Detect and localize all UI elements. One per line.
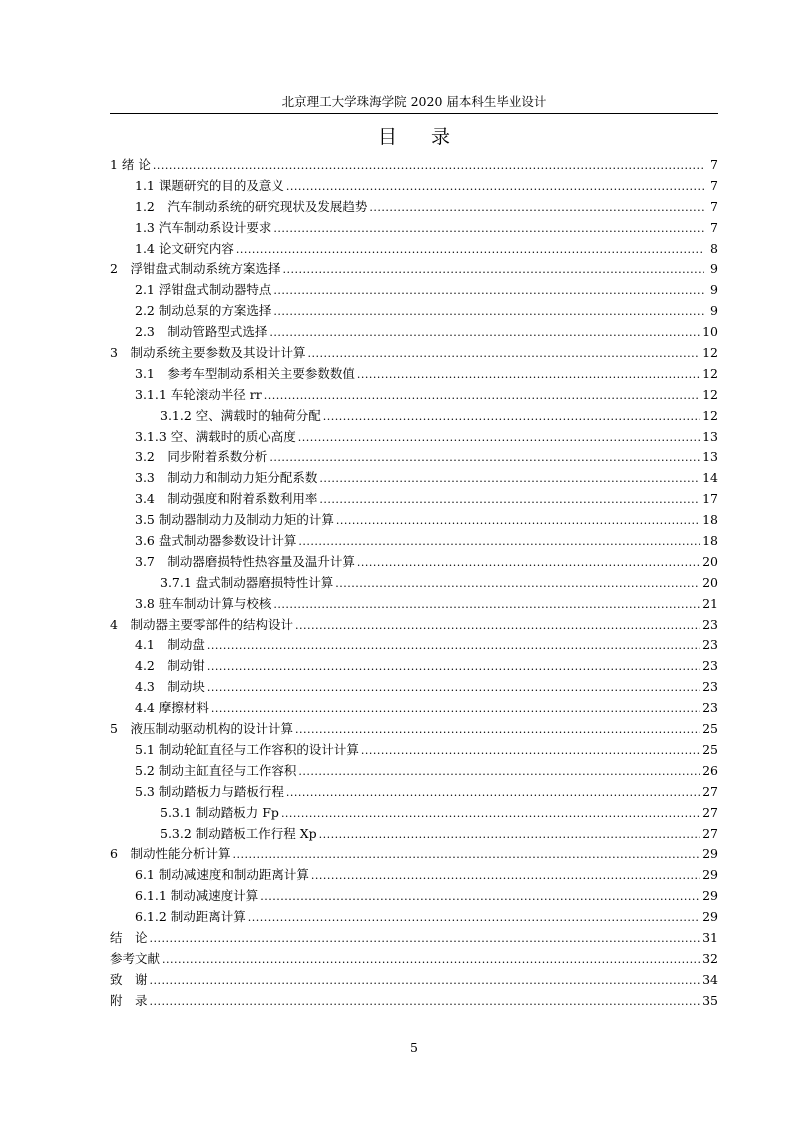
toc-leader-dots bbox=[273, 594, 700, 616]
toc-entry[interactable] bbox=[110, 991, 718, 1012]
toc-entry[interactable] bbox=[110, 594, 718, 615]
toc-entry-page: 18 bbox=[702, 533, 718, 549]
toc-entry-label: 1.4 论文研究内容 bbox=[135, 240, 234, 256]
toc-entry-label: 5.3 制动踏板力与踏板行程 bbox=[135, 783, 284, 799]
toc-entry[interactable] bbox=[110, 928, 718, 949]
toc-leader-dots bbox=[282, 259, 704, 281]
toc-leader-dots bbox=[211, 698, 700, 720]
toc-entry[interactable] bbox=[110, 510, 718, 531]
toc-entry-page: 7 bbox=[710, 157, 718, 172]
toc-entry-page: 23 bbox=[702, 700, 718, 716]
toc-entry[interactable] bbox=[110, 218, 718, 239]
toc-entry-page: 26 bbox=[702, 762, 718, 778]
toc-entry[interactable] bbox=[110, 343, 718, 364]
toc-leader-dots bbox=[286, 782, 700, 804]
toc-entry-label: 致 谢 bbox=[110, 971, 148, 987]
toc-entry-label: 5 液压制动驱动机构的设计计算 bbox=[110, 721, 293, 737]
toc-entry-page: 17 bbox=[702, 491, 718, 507]
toc-entry[interactable] bbox=[110, 886, 718, 907]
toc-entry-page: 7 bbox=[710, 198, 718, 214]
toc-leader-dots bbox=[286, 176, 704, 198]
toc-leader-dots bbox=[260, 886, 700, 908]
toc-entry-label: 5.2 制动主缸直径与工作容积 bbox=[135, 762, 297, 778]
toc-leader-dots bbox=[248, 907, 700, 929]
toc-entry-label: 2 浮钳盘式制动系统方案选择 bbox=[110, 261, 281, 277]
toc-entry-page: 12 bbox=[702, 345, 718, 361]
toc-leader-dots bbox=[369, 197, 704, 219]
toc-leader-dots bbox=[150, 970, 701, 992]
toc-entry-page: 9 bbox=[710, 303, 718, 319]
toc-leader-dots bbox=[319, 824, 700, 846]
toc-entry-label: 3.5 制动器制动力及制动力矩的计算 bbox=[135, 512, 334, 528]
toc-entry[interactable] bbox=[110, 322, 718, 343]
toc-entry-label: 3.1.2 空、满载时的轴荷分配 bbox=[160, 407, 321, 423]
toc-entry[interactable] bbox=[110, 782, 718, 803]
toc-entry[interactable] bbox=[110, 573, 718, 594]
toc-entry-page: 29 bbox=[702, 909, 718, 925]
toc-entry[interactable] bbox=[110, 844, 718, 865]
toc-leader-dots bbox=[295, 719, 700, 741]
toc-entry[interactable] bbox=[110, 176, 718, 197]
toc-entry-label: 1.2 汽车制动系统的研究现状及发展趋势 bbox=[135, 198, 368, 214]
toc-entry-page: 23 bbox=[702, 616, 718, 632]
toc-entry[interactable] bbox=[110, 364, 718, 385]
toc-entry-label: 4.4 摩擦材料 bbox=[135, 700, 209, 716]
toc-entry-label: 3.7 制动器磨损特性热容量及温升计算 bbox=[135, 553, 355, 569]
toc-entry-label: 6.1.1 制动减速度计算 bbox=[135, 888, 259, 904]
toc-entry-page: 27 bbox=[702, 804, 718, 820]
toc-leader-dots bbox=[150, 928, 701, 950]
toc-entry[interactable] bbox=[110, 259, 718, 280]
toc-entry-page: 35 bbox=[702, 992, 718, 1008]
toc-entry-label: 6.1.2 制动距离计算 bbox=[135, 909, 246, 925]
toc-entry[interactable] bbox=[110, 197, 718, 218]
toc-entry-page: 29 bbox=[702, 888, 718, 904]
toc-entry-label: 1 绪 论 bbox=[110, 157, 151, 172]
toc-entry-label: 3.7.1 盘式制动器磨损特性计算 bbox=[160, 574, 334, 590]
toc-leader-dots bbox=[298, 427, 700, 449]
toc-entry[interactable] bbox=[110, 719, 718, 740]
toc-entry-label: 4.3 制动块 bbox=[135, 679, 205, 695]
toc-entry[interactable] bbox=[110, 907, 718, 928]
toc-entry[interactable] bbox=[110, 531, 718, 552]
toc-leader-dots bbox=[295, 615, 700, 637]
toc-leader-dots bbox=[236, 239, 704, 261]
toc-leader-dots bbox=[153, 155, 704, 177]
toc-entry[interactable] bbox=[110, 468, 718, 489]
toc-leader-dots bbox=[207, 677, 700, 699]
toc-entry[interactable] bbox=[110, 970, 718, 991]
header-rule bbox=[110, 113, 718, 114]
toc-entry[interactable] bbox=[110, 865, 718, 886]
toc-entry-label: 3.3 制动力和制动力矩分配系数 bbox=[135, 470, 318, 486]
toc-entry[interactable] bbox=[110, 239, 718, 260]
toc-entry-label: 5.1 制动轮缸直径与工作容积的设计计算 bbox=[135, 741, 359, 757]
toc-leader-dots bbox=[273, 218, 704, 240]
toc-entry-page: 34 bbox=[702, 971, 718, 987]
toc-entry-page: 25 bbox=[702, 741, 718, 757]
toc-entry-page: 9 bbox=[710, 261, 718, 277]
toc-entry[interactable] bbox=[110, 447, 718, 468]
toc-entry-label: 参考文献 bbox=[110, 950, 161, 966]
toc-entry-label: 6.1 制动减速度和制动距离计算 bbox=[135, 867, 309, 883]
toc-entry-label: 3.1.3 空、满载时的质心高度 bbox=[135, 428, 296, 444]
toc-entry[interactable] bbox=[110, 615, 718, 636]
toc-entry-page: 7 bbox=[710, 219, 718, 235]
toc-leader-dots bbox=[269, 447, 700, 469]
toc-entry-page: 31 bbox=[702, 929, 718, 945]
toc-entry-page: 13 bbox=[702, 449, 718, 465]
toc-leader-dots bbox=[207, 635, 700, 657]
toc-leader-dots bbox=[361, 740, 700, 762]
toc-entry[interactable] bbox=[110, 552, 718, 573]
toc-entry-label: 3.2 同步附着系数分析 bbox=[135, 449, 268, 465]
page-number: 5 bbox=[410, 1040, 418, 1055]
toc-entry[interactable] bbox=[110, 635, 718, 656]
toc-entry[interactable] bbox=[110, 677, 718, 698]
toc-leader-dots bbox=[207, 656, 700, 678]
toc-entry-label: 3 制动系统主要参数及其设计计算 bbox=[110, 345, 306, 361]
toc-entry-page: 9 bbox=[710, 282, 718, 298]
toc-entry-label: 6 制动性能分析计算 bbox=[110, 846, 231, 862]
toc-entry-page: 7 bbox=[710, 177, 718, 193]
toc-leader-dots bbox=[264, 385, 700, 407]
toc-entry[interactable] bbox=[110, 803, 718, 824]
toc-leader-dots bbox=[281, 803, 700, 825]
toc-leader-dots bbox=[298, 531, 700, 553]
toc-entry-page: 12 bbox=[702, 365, 718, 381]
toc-leader-dots bbox=[298, 761, 700, 783]
toc-leader-dots bbox=[319, 489, 700, 511]
toc-entry-label: 3.4 制动强度和附着系数利用率 bbox=[135, 491, 318, 507]
page-title: 目 录 bbox=[377, 126, 465, 148]
toc-entry-page: 23 bbox=[702, 637, 718, 653]
toc-leader-dots bbox=[319, 468, 700, 490]
toc-entry-label: 3.1 参考车型制动系相关主要参数数值 bbox=[135, 365, 355, 381]
toc-entry-page: 20 bbox=[702, 574, 718, 590]
toc-leader-dots bbox=[336, 510, 700, 532]
toc-entry[interactable] bbox=[110, 280, 718, 301]
toc-entry-label: 2.3 制动管路型式选择 bbox=[135, 324, 268, 340]
toc-entry-label: 1.3 汽车制动系设计要求 bbox=[135, 219, 272, 235]
toc-entry-label: 5.3.1 制动踏板力 Fp bbox=[160, 804, 279, 820]
toc-entry[interactable] bbox=[110, 406, 718, 427]
toc-entry[interactable] bbox=[110, 155, 718, 176]
toc-leader-dots bbox=[357, 364, 700, 386]
toc-leader-dots bbox=[357, 552, 700, 574]
toc-entry-page: 14 bbox=[702, 470, 718, 486]
toc-entry-page: 20 bbox=[702, 553, 718, 569]
toc-leader-dots bbox=[307, 343, 700, 365]
toc-entry[interactable] bbox=[110, 824, 718, 845]
toc-entry-label: 5.3.2 制动踏板工作行程 Xp bbox=[160, 825, 317, 841]
toc-entry-label: 3.8 驻车制动计算与校核 bbox=[135, 595, 272, 611]
running-header: 北京理工大学珠海学院 2020 届本科生毕业设计 bbox=[281, 94, 547, 109]
toc-leader-dots bbox=[232, 844, 700, 866]
toc-entry[interactable] bbox=[110, 427, 718, 448]
toc-entry[interactable] bbox=[110, 489, 718, 510]
toc-leader-dots bbox=[150, 991, 701, 1013]
toc-entry-label: 结 论 bbox=[110, 929, 148, 945]
toc-entry-label: 1.1 课题研究的目的及意义 bbox=[135, 177, 284, 193]
toc-entry-label: 4.2 制动钳 bbox=[135, 658, 205, 674]
toc-entry[interactable] bbox=[110, 301, 718, 322]
table-of-contents bbox=[110, 155, 718, 1012]
toc-leader-dots bbox=[269, 322, 700, 344]
toc-entry-label: 2.2 制动总泵的方案选择 bbox=[135, 303, 272, 319]
toc-entry[interactable] bbox=[110, 761, 718, 782]
toc-entry[interactable] bbox=[110, 385, 718, 406]
toc-leader-dots bbox=[273, 280, 704, 302]
toc-entry-label: 3.1.1 车轮滚动半径 rr bbox=[135, 386, 262, 402]
toc-leader-dots bbox=[323, 406, 700, 428]
toc-leader-dots bbox=[273, 301, 704, 323]
toc-entry-page: 27 bbox=[702, 825, 718, 841]
toc-entry-page: 29 bbox=[702, 867, 718, 883]
toc-entry-page: 25 bbox=[702, 721, 718, 737]
toc-entry-page: 29 bbox=[702, 846, 718, 862]
toc-entry-page: 23 bbox=[702, 658, 718, 674]
toc-entry-page: 13 bbox=[702, 428, 718, 444]
toc-leader-dots bbox=[335, 573, 700, 595]
toc-entry-page: 8 bbox=[710, 240, 718, 256]
toc-entry-page: 21 bbox=[702, 595, 718, 611]
toc-entry-label: 4.1 制动盘 bbox=[135, 637, 205, 653]
toc-leader-dots bbox=[311, 865, 700, 887]
toc-entry[interactable] bbox=[110, 949, 718, 970]
toc-leader-dots bbox=[162, 949, 700, 971]
toc-entry-label: 4 制动器主要零部件的结构设计 bbox=[110, 616, 293, 632]
toc-entry-page: 32 bbox=[702, 950, 718, 966]
toc-entry[interactable] bbox=[110, 698, 718, 719]
toc-entry-page: 10 bbox=[702, 324, 718, 340]
toc-entry-page: 12 bbox=[702, 386, 718, 402]
toc-entry-label: 附 录 bbox=[110, 992, 148, 1008]
toc-entry-page: 18 bbox=[702, 512, 718, 528]
toc-entry[interactable] bbox=[110, 656, 718, 677]
toc-entry-page: 23 bbox=[702, 679, 718, 695]
toc-entry-label: 2.1 浮钳盘式制动器特点 bbox=[135, 282, 272, 298]
toc-entry-page: 27 bbox=[702, 783, 718, 799]
toc-entry-page: 12 bbox=[702, 407, 718, 423]
toc-entry[interactable] bbox=[110, 740, 718, 761]
toc-entry-label: 3.6 盘式制动器参数设计计算 bbox=[135, 533, 297, 549]
